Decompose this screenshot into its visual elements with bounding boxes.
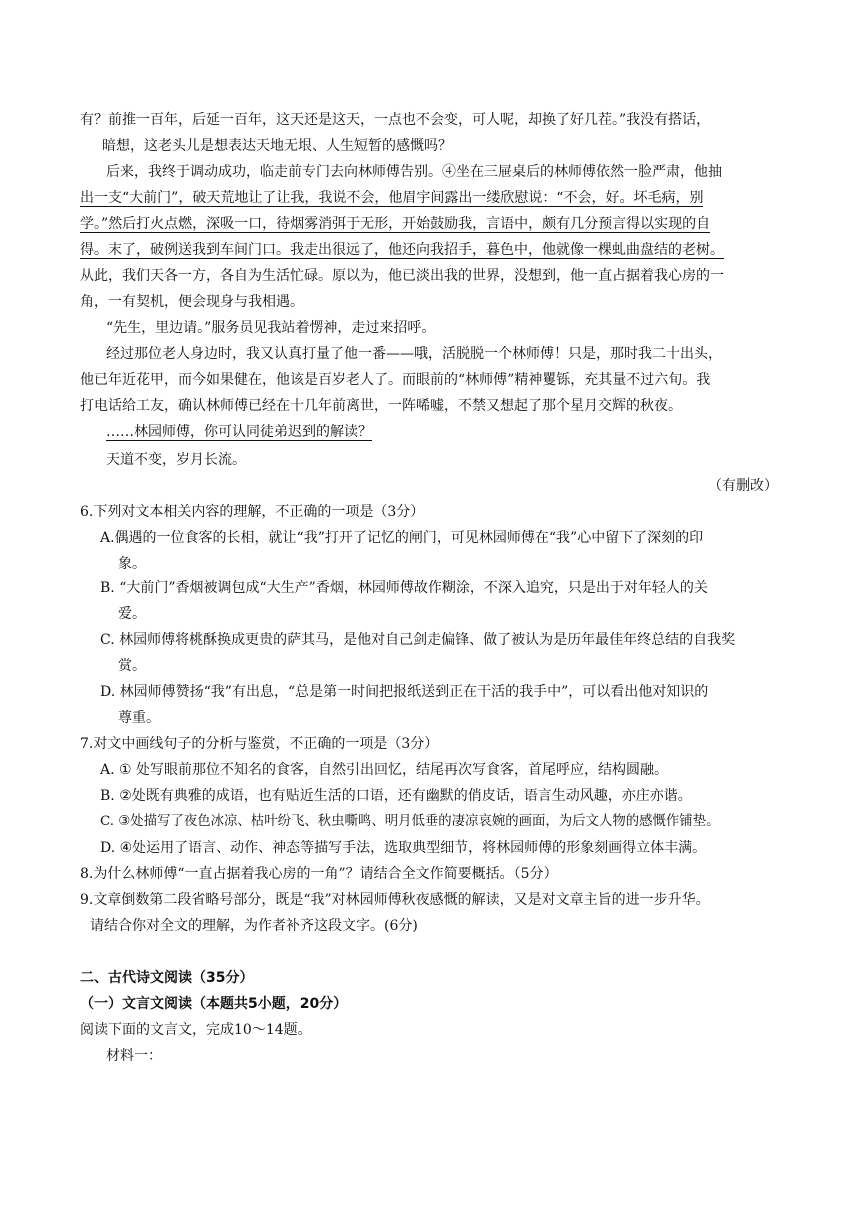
passage-line: 角，一有契机，便会现身与我相遇。 bbox=[80, 294, 304, 310]
passage-line: 天道不变，岁月长流。 bbox=[106, 452, 246, 468]
source-note: （有删改） bbox=[708, 478, 778, 494]
passage-line: 他已年近花甲，而今如果健在，他该是百岁老人了。而眼前的“林师傅”精神矍铄，充其量不过六旬。我 bbox=[80, 372, 711, 388]
option-d-cont: 尊重。 bbox=[118, 710, 160, 726]
option-a-cont: 象。 bbox=[118, 556, 146, 572]
question-9: 9.文章倒数第二段省略号部分，既是“我”对林园师傅秋夜感慨的解读，又是对文章主旨的进一步升华。 bbox=[80, 892, 710, 908]
passage-line: 有？前推一百年，后延一百年，这天还是这天，一点也不会变，可人呢，却换了好几茬。”我没有搭话， bbox=[80, 112, 711, 128]
subsection-heading: （一）文言文阅读（本题共5小题，20分） bbox=[80, 996, 348, 1012]
material-label: 材料一： bbox=[106, 1048, 162, 1064]
underlined-sentence: 得。末了，破例送我到车间门口。我走出很远了，他还向我招手，暮色中，他就像一棵虬曲盘结的老树。 bbox=[80, 242, 724, 258]
passage-line: 打电话给工友，确认林师傅已经在十几年前离世，一阵唏嘘，不禁又想起了那个星月交辉的秋夜。 bbox=[80, 398, 682, 414]
option-b: B. “大前门”香烟被调包成“大生产”香烟，林园师傅故作糊涂，不深入追究，只是出于对年轻人的关 bbox=[100, 580, 708, 596]
passage-line: 从此，我们天各一方，各自为生活忙碌。原以为，他已淡出我的世界，没想到，他一直占据着我心房的一 bbox=[80, 268, 724, 284]
passage-line: 暗想，这老头儿是想表达天地无垠、人生短暂的感慨吗？ bbox=[102, 138, 452, 154]
option-b-cont: 爱。 bbox=[118, 606, 146, 622]
option-b: B. ②处既有典雅的成语，也有贴近生活的口语，还有幽默的俏皮话，语言生动风趣，亦庄亦谐。 bbox=[100, 788, 692, 804]
passage-line bbox=[80, 188, 780, 208]
underlined-sentence: 学。”然后打火点燃，深吸一口，待烟雾消弭于无形，开始鼓励我，言语中，颇有几分预言得以实现的自 bbox=[80, 216, 711, 232]
option-a: A. ① 处写眼前那位不知名的食客，自然引出回忆，结尾再次写食客，首尾呼应，结构圆融。 bbox=[100, 762, 669, 778]
passage-line bbox=[80, 240, 780, 260]
passage-line: 经过那位老人身边时，我又认真打量了他一番——哦，活脱脱一个林师傅！只是，那时我二十出头， bbox=[106, 346, 722, 362]
question-8: 8.为什么林师傅“一直占据着我心房的一角”？请结合全文作简要概括。（5分） bbox=[80, 866, 558, 882]
passage-line: “先生，里边请。”服务员见我站着愣神，走过来招呼。 bbox=[106, 320, 436, 336]
passage-line bbox=[106, 422, 806, 442]
question-9-cont: 请结合你对全文的理解，为作者补齐这段文字。(6分) bbox=[90, 918, 418, 934]
option-d: D. 林园师傅赞扬“我”有出息，“总是第一时间把报纸送到正在干活的我手中”，可以看出他对知识的 bbox=[100, 684, 709, 700]
underlined-sentence: 出一支“大前门”，破天荒地让了让我，我说不会，他眉宇间露出一缕欣慰说：“不会，好。坏毛病，别 bbox=[80, 190, 704, 206]
passage-line: 后来，我终于调动成功，临走前专门去向林师傅告别。④坐在三屉桌后的林师傅依然一脸严肃，他抽 bbox=[106, 164, 722, 180]
option-c-cont: 赏。 bbox=[118, 658, 146, 674]
question-7: 7.对文中画线句子的分析与鉴赏，不正确的一项是（3分） bbox=[80, 736, 439, 752]
underlined-sentence: ……林园师傅，你可认同徒弟迟到的解读？ bbox=[106, 424, 372, 440]
option-c: C. 林园师傅将桃酥换成更贵的萨其马，是他对自己剑走偏锋、做了被认为是历年最佳年终总结的自我奖 bbox=[100, 632, 736, 648]
option-a: A.偶遇的一位食客的长相，就让“我”打开了记忆的闸门，可见林园师傅在“我”心中留下了深刻的印 bbox=[100, 530, 704, 546]
option-c: C. ③处描写了夜色冰凉、枯叶纷飞、秋虫嘶鸣、明月低垂的凄凉哀婉的画面，为后文人物的感慨作铺垫。 bbox=[100, 814, 720, 829]
option-d: D. ④处运用了语言、动作、神态等描写手法，选取典型细节，将林园师傅的形象刻画得立体丰满。 bbox=[100, 840, 707, 856]
question-6: 6.下列对文本相关内容的理解，不正确的一项是（3分） bbox=[80, 504, 425, 520]
instruction: 阅读下面的文言文，完成10～14题。 bbox=[80, 1022, 312, 1038]
section-heading: 二、古代诗文阅读（35分） bbox=[80, 970, 254, 986]
passage-line bbox=[80, 214, 780, 234]
